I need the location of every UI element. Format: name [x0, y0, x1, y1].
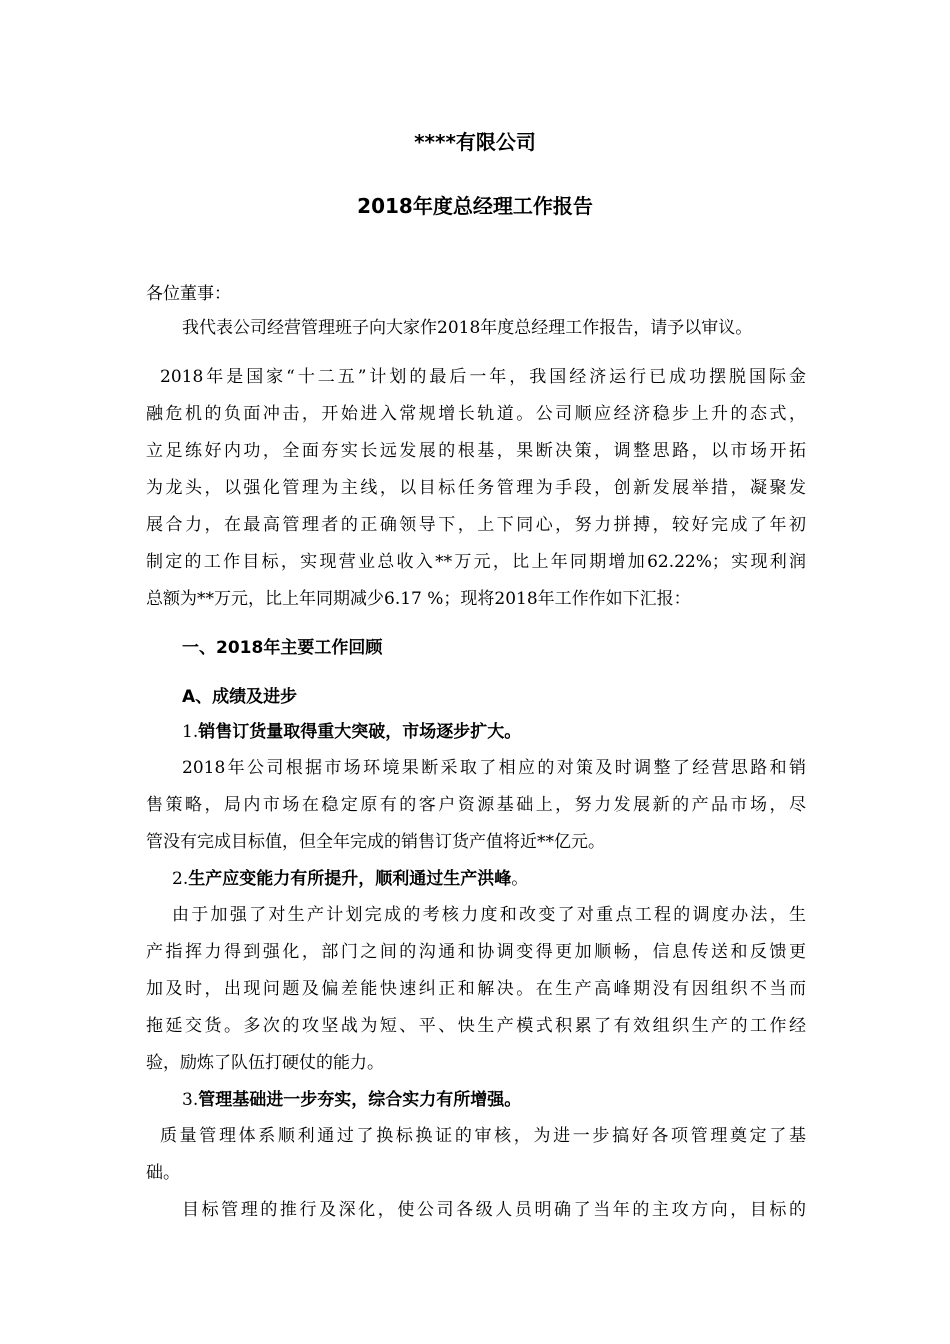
item-2-line-3: 加及时，出现问题及偏差能快速纠正和解决。在生产高峰期没有因组织不当而 [146, 979, 806, 999]
item-3-heading [182, 1088, 521, 1112]
item-2-heading [172, 867, 528, 891]
item-2-line-2: 产指挥力得到强化，部门之间的沟通和协调变得更加顺畅，信息传送和反馈更 [146, 942, 806, 962]
overview-line-3: 立足练好内功，全面夯实长远发展的根基，果断决策，调整思路，以市场开拓 [146, 441, 806, 461]
salutation: 各位董事： [146, 284, 231, 304]
item-2-line-5: 验，励炼了队伍打硬仗的能力。 [146, 1053, 384, 1073]
overview-line-7: 总额为**万元，比上年同期减少6.17 %；现将2018年工作作如下汇报： [146, 589, 691, 609]
item-3-line-1: 质量管理体系顺利通过了换标换证的审核，为进一步搞好各项管理奠定了基 [160, 1126, 806, 1146]
overview-line-6: 制定的工作目标，实现营业总收入**万元，比上年同期增加62.22%；实现利润 [146, 552, 806, 572]
item-3-next-line: 目标管理的推行及深化，使公司各级人员明确了当年的主攻方向，目标的 [182, 1200, 806, 1220]
item-1-heading [182, 720, 521, 744]
item-2-title: 生产应变能力有所提升，顺利通过生产洪峰 [188, 869, 512, 889]
item-2-title-suffix: 。 [511, 869, 529, 889]
item-1-number: 1. [182, 722, 199, 742]
section-heading-review: 一、2018年主要工作回顾 [182, 638, 383, 658]
item-2-number: 2. [172, 869, 189, 889]
overview-line-5: 展合力，在最高管理者的正确领导下，上下同心，努力拼搏，较好完成了年初 [146, 515, 806, 535]
item-1-line-2: 售策略，局内市场在稳定原有的客户资源基础上，努力发展新的产品市场，尽 [146, 795, 806, 815]
item-3-line-2: 础。 [146, 1163, 180, 1183]
item-2-line-4: 拖延交货。多次的攻坚战为短、平、快生产模式积累了有效组织生产的工作经 [146, 1016, 806, 1036]
subsection-heading-achievements: A、成绩及进步 [182, 687, 298, 707]
company-title: ****有限公司 [414, 130, 536, 154]
item-1-title: 销售订货量取得重大突破，市场逐步扩大。 [198, 722, 522, 742]
report-title: 2018年度总经理工作报告 [357, 194, 593, 218]
intro-paragraph: 我代表公司经营管理班子向大家作2018年度总经理工作报告，请予以审议。 [182, 318, 753, 338]
overview-line-2: 融危机的负面冲击，开始进入常规增长轨道。公司顺应经济稳步上升的态式， [146, 404, 806, 424]
overview-line-4: 为龙头，以强化管理为主线，以目标任务管理为手段，创新发展举措，凝聚发 [146, 478, 806, 498]
overview-line-1: 2018年是国家“十二五”计划的最后一年，我国经济运行已成功摆脱国际金 [160, 367, 806, 387]
item-2-line-1: 由于加强了对生产计划完成的考核力度和改变了对重点工程的调度办法，生 [172, 905, 806, 925]
item-1-line-3: 管没有完成目标值，但全年完成的销售订货产值将近**亿元。 [146, 832, 605, 852]
item-3-title: 管理基础进一步夯实，综合实力有所增强。 [198, 1090, 522, 1110]
item-1-line-1: 2018年公司根据市场环境果断采取了相应的对策及时调整了经营思路和销 [182, 758, 806, 778]
item-3-number: 3. [182, 1090, 199, 1110]
